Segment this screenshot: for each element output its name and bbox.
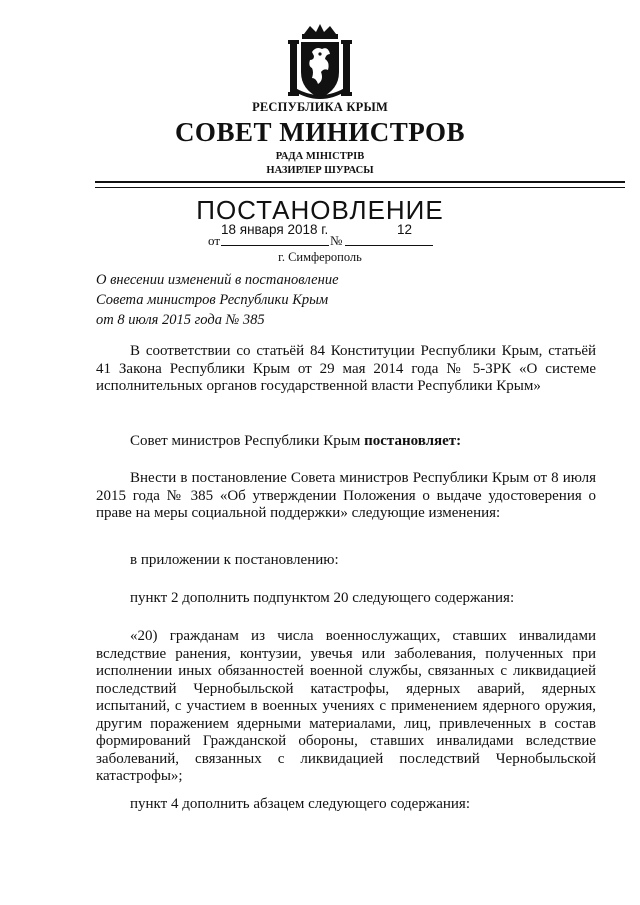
document-number: 12 [397, 222, 413, 237]
council-name-ukrainian: РАДА МІНІСТРІВ [275, 151, 365, 162]
document-title: ПОСТАНОВЛЕНИЕ [196, 195, 444, 225]
subject-line: Совета министров Республики Крым [96, 292, 329, 308]
number-underline [345, 245, 433, 246]
date-underline [221, 245, 329, 246]
header-divider-thick [95, 181, 625, 183]
number-label: № [330, 233, 343, 248]
document-date: 18 января 2018 г. [221, 222, 329, 237]
date-prefix-label: от [208, 233, 221, 248]
subject-line: О внесении изменений в постановление [96, 272, 339, 288]
city: г. Симферополь [278, 250, 362, 264]
document-subject [96, 270, 339, 330]
resolution-verb: постановляет: [364, 433, 462, 449]
clause-2-paragraph: пункт 2 дополнить подпунктом 20 следующего содержания: [130, 590, 515, 606]
amendment-paragraph: Внести в постановление Совета министров Республики Крым от 8 июля 2015 года № 385 «Об утверждении Положения о выдаче удостоверения о праве на меры социальной поддержки» следующие изменения: [96, 470, 596, 521]
council-name: СОВЕТ МИНИСТРОВ [174, 117, 466, 147]
council-name-crimean-tatar: НАЗИРЛЕР ШУРАСЫ [266, 165, 374, 176]
coat-of-arms-icon [286, 24, 354, 102]
header-divider-thin [95, 187, 625, 188]
clause-4-paragraph: пункт 4 дополнить абзацем следующего содержания: [130, 796, 470, 812]
annex-paragraph: в приложении к постановлению: [130, 552, 339, 568]
republic-name: РЕСПУБЛИКА КРЫМ [252, 100, 388, 114]
preamble-paragraph: В соответствии со статьёй 84 Конституции Республики Крым, статьёй 41 Закона Республики Крым от 29 мая 2014 года № 5-ЗРК «О системе исполнительных органов государственной власти Республики Крым» [96, 343, 596, 394]
resolution-text: Совет министров Республики Крым [130, 433, 365, 449]
resolution-paragraph [96, 433, 596, 451]
subclause-20-paragraph: «20) гражданам из числа военнослужащих, ставших инвалидами вследствие ранения, контузии, увечья или заболевания, полученных при исполнении иных обязанностей военной службы, связанных с ликвидацией последствий Чернобыльской катастрофы, ядерных аварий, ядерных испытаний, с участием в военных учениях с применением ядерного оружия, другим поражением ядерными материалами, лиц, привлеченных в состав формирований Гражданской обороны, ставших инвалидами вследствие заболеваний, связанных с ликвидацией последствий Чернобыльской катастрофы»; [96, 628, 596, 784]
subject-line: от 8 июля 2015 года № 385 [96, 312, 265, 328]
